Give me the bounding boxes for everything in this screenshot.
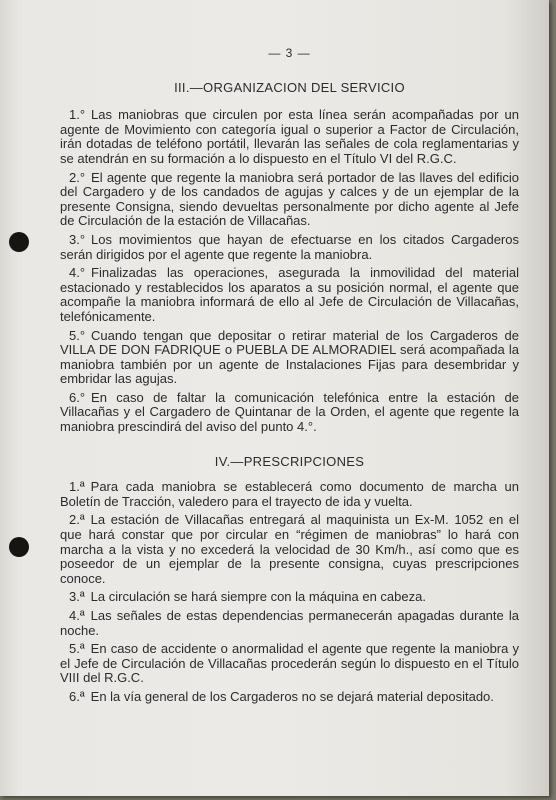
paragraph-text: Para cada maniobra se establecerá como documento de marcha un Boletín de Tracción, valedero para el trayecto de ida y vuelta. xyxy=(60,479,519,509)
page-content xyxy=(60,46,519,709)
paragraph-organizacion-4 xyxy=(60,266,519,324)
paragraph-text: La circulación se hará siempre con la máquina en cabeza. xyxy=(90,589,426,605)
paragraph-text: Las señales de estas dependencias permanecerán apagadas durante la noche. xyxy=(60,608,519,638)
paragraph-text: Cuando tengan que depositar o retirar material de los Cargaderos de VILLA DE DON FADRIQUE o PUEBLA DE ALMORADIEL será acompañada la maniobra también por un agente de Instalaciones Fijas para desembridar y embridar las agujas. xyxy=(60,327,519,387)
section-heading-prescripciones: IV.—PRESCRIPCIONES xyxy=(214,453,365,469)
paragraph-prescripciones-1 xyxy=(60,480,519,509)
paragraph-text: Finalizadas las operaciones, asegurada la inmovilidad del material estacionado y restablecidos los aparatos a su posición normal, el agente que acompañe la maniobra informará de ello al Jefe de Circulación de Villacañas, telefónicamente. xyxy=(60,265,519,324)
paragraph-text: En caso de faltar la comunicación telefónica entre la estación de Villacañas y el Cargadero de Quintanar de la Orden, el agente que regente la maniobra prescindirá del aviso del punto 4.°. xyxy=(60,389,519,435)
paragraph-text: En caso de accidente o anormalidad el agente que regente la maniobra y el Jefe de Circulación de Villacañas procederán según lo dispuesto en el Título VIII del R.G.C. xyxy=(60,641,519,686)
paragraph-organizacion-2 xyxy=(60,171,519,229)
punch-hole-top xyxy=(9,232,29,252)
paragraph-organizacion-3 xyxy=(60,233,519,262)
paragraph-organizacion-5 xyxy=(60,329,519,387)
paragraph-prescripciones-6 xyxy=(60,690,519,705)
paragraph-text: En la vía general de los Cargaderos no se dejará material depositado. xyxy=(90,688,494,704)
paragraph-prescripciones-2 xyxy=(60,513,519,586)
paragraph-number: 2.ª xyxy=(69,512,85,528)
paragraph-text: Las maniobras que circulen por esta línea serán acompañadas por un agente de Movimiento con categoría igual o superior a Factor de Circulación, irán dotadas de teléfono portátil, llevarán las señales de cola reglamentarias y se atendrán en su formación a lo dispuesto en el Título VI del R.G.C. xyxy=(60,107,519,166)
section-prescripciones-body xyxy=(60,480,519,704)
paragraph-number: 2.° xyxy=(69,169,86,185)
paragraph-number: 6.° xyxy=(69,389,86,405)
page-number: — 3 — xyxy=(268,46,311,60)
paragraph-prescripciones-4 xyxy=(60,609,519,638)
paragraph-text: Los movimientos que hayan de efectuarse en los citados Cargaderos serán dirigidos por el agente que regente la maniobra. xyxy=(60,231,519,262)
paragraph-number: 5.° xyxy=(69,327,86,343)
paragraph-number: 1.ª xyxy=(69,479,85,495)
paragraph-number: 3.° xyxy=(69,231,86,247)
paragraph-number: 4.ª xyxy=(69,608,85,623)
punch-hole-bottom xyxy=(9,537,29,557)
paragraph-organizacion-1 xyxy=(60,108,519,166)
paragraph-prescripciones-5 xyxy=(60,642,519,686)
paragraph-organizacion-6 xyxy=(60,391,519,435)
paragraph-number: 6.ª xyxy=(69,688,85,704)
paragraph-number: 4.° xyxy=(69,265,86,281)
paragraph-number: 1.° xyxy=(69,107,86,123)
paragraph-prescripciones-3 xyxy=(60,590,519,605)
paragraph-number: 3.ª xyxy=(69,589,85,605)
section-heading-organizacion: III.—ORGANIZACION DEL SERVICIO xyxy=(174,79,405,95)
section-organizacion-body xyxy=(60,108,519,434)
paragraph-text: La estación de Villacañas entregará al maquinista un Ex-M. 1052 en el que hará constar que por circular en “régimen de maniobras” lo hará con marcha a la vista y no excederá la velocidad de 30 Km/h., así como que es poseedor de un ejemplar de la presente consigna, cuyas prescripciones conoce. xyxy=(60,512,519,586)
paragraph-number: 5.ª xyxy=(69,641,85,657)
paragraph-text: El agente que regente la maniobra será portador de las llaves del edificio del Cargadero y de los candados de agujas y calces y de un ejemplar de la presente Consigna, siendo devueltas personalmente por dicho agente al Jefe de Circulación de la estación de Villacañas. xyxy=(60,169,519,229)
